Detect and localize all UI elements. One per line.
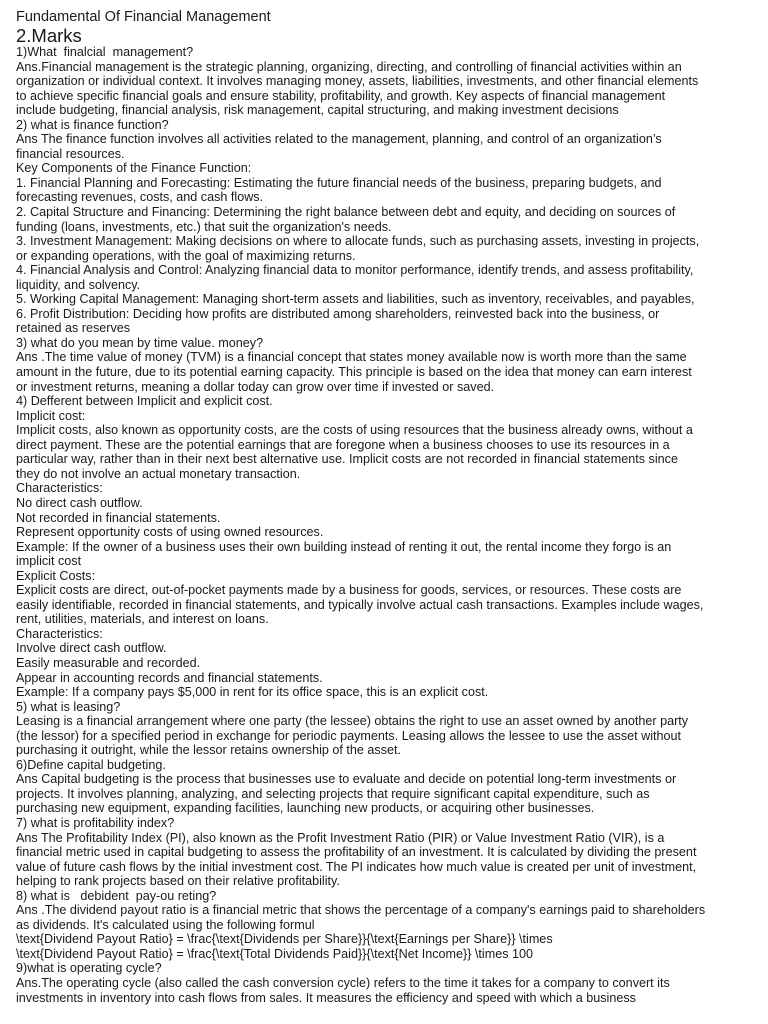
text-line: 3. Investment Management: Making decisions on where to allocate funds, such as purchasing assets, investing in projects, (16, 234, 700, 249)
text-line: Not recorded in financial statements. (16, 510, 221, 525)
text-line: liquidity, and solvency. (16, 277, 141, 292)
text-line: forecasting revenues, costs, and cash flows. (16, 190, 264, 205)
text-line: Appear in accounting records and financial statements. (16, 670, 323, 685)
text-line: 7) what is profitability index? (16, 815, 175, 830)
text-line: implicit cost (16, 554, 82, 569)
text-line: value of future cash flows by the initial investment cost. The PI indicates how much value is created per unit of investment, (16, 859, 697, 874)
text-line: amount in the future, due to its potential earning capacity. This principle is based on the idea that money can earn interest (16, 365, 692, 380)
text-line: easily identifiable, recorded in financial statements, and typically involve actual cash transactions. Examples include wages, (16, 597, 704, 612)
text-line: (the lessor) for a specified period in exchange for periodic payments. Leasing allows the lessee to use the asset without (16, 728, 682, 743)
text-line: Key Components of the Finance Function: (16, 161, 252, 176)
text-line: 9)what is operating cycle? (16, 961, 162, 976)
text-line: 2. Capital Structure and Financing: Determining the right balance between debt and equity, and deciding on sources of (16, 205, 676, 220)
text-line: Ans .The time value of money (TVM) is a financial concept that states money available now is worth more than the same (16, 350, 687, 365)
text-line: 5) what is leasing? (16, 699, 121, 714)
text-line: 5. Working Capital Management: Managing short-term assets and liabilities, such as inventory, receivables, and payables, (16, 292, 695, 307)
text-line: Involve direct cash outflow. (16, 641, 167, 656)
text-line: or expanding operations, with the goal of maximizing returns. (16, 248, 356, 263)
text-line: Example: If the owner of a business uses their own building instead of renting it out, the rental income they forgo is an (16, 539, 672, 554)
text-line: 3) what do you mean by time value. money? (16, 335, 264, 350)
text-line: 1)What finalcial management? (16, 45, 194, 59)
section-heading: 2.Marks (16, 25, 82, 46)
text-line: No direct cash outflow. (16, 495, 143, 510)
text-line: Explicit Costs: (16, 568, 96, 583)
text-line: Ans Capital budgeting is the process that businesses use to evaluate and decide on potential long-term investments or (16, 772, 677, 787)
document-body (16, 45, 768, 1005)
text-line: investments in inventory into cash flows from sales. It measures the efficiency and speed with which a business (16, 990, 636, 1005)
text-line: funding (loans, investments, etc.) that suit the organization's needs. (16, 219, 392, 234)
text-line: Leasing is a financial arrangement where one party (the lessee) obtains the right to use an asset owned by another party (16, 714, 689, 729)
text-line: 6. Profit Distribution: Deciding how profits are distributed among shareholders, reinvested back into the business, or (16, 306, 660, 321)
text-line: \text{Dividend Payout Ratio} = \frac{\text{Dividends per Share}}{\text{Earnings per Share}} \times (16, 932, 553, 947)
text-line: Implicit cost: (16, 408, 86, 423)
text-line: direct payment. These are the potential earnings that are foregone when a business chooses to use its resources in a (16, 437, 670, 452)
text-line: Explicit costs are direct, out-of-pocket payments made by a business for goods, services, or resources. These costs are (16, 583, 682, 598)
text-line: to achieve specific financial goals and ensure stability, profitability, and growth. Key aspects of financial management (16, 88, 666, 103)
text-line: 4) Defferent between Implicit and explicit cost. (16, 394, 273, 409)
text-line: retained as reserves (16, 321, 131, 336)
text-line: financial resources. (16, 146, 125, 161)
text-line: 2) what is finance function? (16, 117, 169, 132)
text-line: rent, utilities, materials, and interest on loans. (16, 612, 269, 627)
text-line: or investment returns, meaning a dollar today can grow over time if invested or saved. (16, 379, 495, 394)
text-line: particular way, rather than in their next best alternative use. Implicit costs are not recorded in financial statements since (16, 452, 678, 467)
text-line: Implicit costs, also known as opportunity costs, are the costs of using resources that the business already owns, without a (16, 423, 693, 438)
text-line: Ans.The operating cycle (also called the cash conversion cycle) refers to the time it takes for a company to convert its (16, 976, 670, 990)
text-line: Characteristics: (16, 626, 103, 641)
text-line: Ans The Profitability Index (PI), also known as the Profit Investment Ratio (PIR) or Value Investment Ratio (VIR), is a (16, 830, 665, 845)
text-line: include budgeting, financial analysis, risk management, capital structuring, and making investment decisions (16, 103, 619, 118)
text-line: projects. It involves planning, analyzing, and selecting projects that require significant capital expenditure, such as (16, 786, 650, 801)
text-line: helping to rank projects based on their relative profitability. (16, 874, 340, 889)
text-line: Ans.Financial management is the strategic planning, organizing, directing, and controlling of financial activities within an (16, 59, 682, 74)
text-line: financial metric used in capital budgeting to assess the profitability of an investment. It is calculated by dividing the present (16, 845, 697, 860)
text-line: Ans .The dividend payout ratio is a financial metric that shows the percentage of a company's earnings paid to shareholders (16, 903, 706, 918)
document-title: Fundamental Of Financial Management (16, 9, 271, 25)
text-line: 1. Financial Planning and Forecasting: Estimating the future financial needs of the business, preparing budgets, and (16, 175, 662, 190)
text-line: Example: If a company pays $5,000 in rent for its office space, this is an explicit cost. (16, 685, 489, 700)
text-line: organization or individual context. It involves managing money, assets, liabilities, investments, and other financial elements (16, 74, 699, 89)
text-line: 6)Define capital budgeting. (16, 757, 166, 772)
text-line: Ans The finance function involves all activities related to the management, planning, and control of an organization’s (16, 132, 662, 147)
text-line: \text{Dividend Payout Ratio} = \frac{\text{Total Dividends Paid}}{\text{Net Income}} \times 100 (16, 946, 534, 961)
text-line: purchasing new equipment, expanding facilities, launching new products, or acquiring other businesses. (16, 801, 595, 816)
text-line: Characteristics: (16, 481, 103, 496)
text-line: they do not involve an actual monetary transaction. (16, 466, 301, 481)
text-line: 4. Financial Analysis and Control: Analyzing financial data to monitor performance, identify trends, and assess profitability, (16, 263, 694, 278)
text-line: Easily measurable and recorded. (16, 655, 201, 670)
text-line: as dividends. It's calculated using the following formul (16, 917, 315, 932)
text-line: purchasing it outright, while the lessor retains ownership of the asset. (16, 743, 402, 758)
text-line: Represent opportunity costs of using owned resources. (16, 525, 324, 540)
text-line: 8) what is debident pay-ou reting? (16, 888, 217, 903)
